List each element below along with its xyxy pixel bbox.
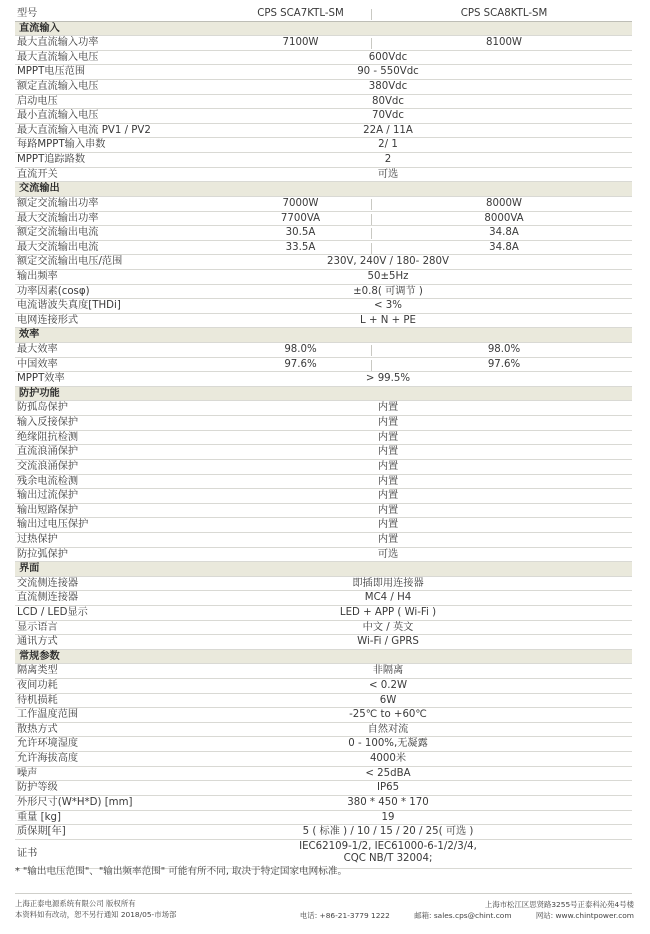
spec-value-8ktl: 8000VA [484, 212, 524, 224]
spec-value-8ktl: 98.0% [487, 344, 521, 356]
spec-label: 最大交流输出电流 [17, 241, 99, 253]
section-title: 直流输入 [19, 22, 60, 34]
spec-value: 2 [384, 154, 392, 166]
spec-row [15, 197, 632, 212]
spec-label: 额定交流输出功率 [17, 197, 99, 209]
spec-row [15, 255, 632, 270]
spec-value: 内置 [377, 446, 399, 458]
spec-label: 中国效率 [17, 358, 58, 370]
spec-row [15, 591, 632, 606]
spec-label: 防孤岛保护 [17, 402, 68, 414]
spec-label: 额定直流输入电压 [17, 81, 99, 93]
spec-label: 散热方式 [17, 723, 58, 735]
spec-label: 质保期[年] [17, 826, 66, 838]
spec-value: 自然对流 [367, 723, 409, 735]
spec-label: 通讯方式 [17, 636, 58, 648]
spec-value: < 0.2W [368, 680, 408, 692]
spec-row [15, 153, 632, 168]
spec-value: 内置 [377, 475, 399, 487]
spec-label: 每路MPPT输入串数 [17, 139, 106, 151]
spec-label: 输出短路保护 [17, 504, 79, 516]
spec-label: 绝缘阻抗检测 [17, 431, 79, 443]
spec-label: 额定交流输出电压/范围 [17, 256, 123, 268]
spec-value: 230V, 240V / 180- 280V [327, 256, 449, 268]
spec-row [15, 548, 632, 563]
spec-rows [15, 22, 632, 869]
spec-value-8ktl: 34.8A [489, 241, 519, 253]
spec-value: 70Vdc [371, 110, 404, 122]
spec-value: MC4 / H4 [364, 592, 412, 604]
spec-label: 防拉弧保护 [17, 548, 68, 560]
spec-value: 2/ 1 [378, 139, 398, 151]
spec-value: 内置 [377, 490, 399, 502]
footer-divider [15, 893, 632, 894]
website-link[interactable]: 网站: www.chintpower.com [535, 910, 634, 920]
spec-label: 输出过流保护 [17, 490, 79, 502]
footer-left [15, 899, 176, 920]
spec-row [15, 811, 632, 826]
spec-value: 可选 [377, 548, 399, 560]
spec-label: 显示语言 [17, 621, 58, 633]
section-title: 交流输出 [19, 183, 60, 195]
spec-value-7ktl: 30.5A [285, 227, 316, 239]
spec-value-8ktl: 97.6% [487, 358, 521, 370]
spec-value-7ktl: 7000W [282, 197, 319, 209]
spec-value: 6W [379, 694, 397, 706]
spec-label: 最大直流输入功率 [17, 37, 99, 49]
spec-value-8ktl: 8100W [486, 37, 522, 49]
spec-value: < 25dBA [365, 767, 411, 779]
section-title: 防护功能 [19, 387, 60, 399]
spec-label: 启动电压 [17, 95, 58, 107]
model-name-8ktl: CPS SCA8KTL-SM [460, 8, 548, 19]
spec-value: 内置 [377, 402, 399, 414]
section-header-row [15, 328, 632, 343]
spec-row [15, 767, 632, 782]
spec-label: MPPT电压范围 [17, 66, 86, 78]
spec-value-7ktl: 98.0% [284, 344, 317, 356]
spec-value: 非隔离 [372, 665, 404, 677]
contact-line [300, 910, 634, 921]
spec-value: LED + APP ( Wi-Fi ) [339, 606, 437, 618]
spec-value: ±0.8( 可调节 ) [353, 285, 423, 297]
spec-label: 允许海拔高度 [17, 753, 79, 765]
spec-row [15, 431, 632, 446]
spec-row [15, 504, 632, 519]
spec-value: 内置 [377, 417, 399, 429]
spec-row [15, 518, 632, 533]
spec-row [15, 694, 632, 709]
spec-value: -25℃ to +60℃ [349, 709, 427, 721]
certificate-line: CQC NB/T 32004; [343, 853, 433, 865]
spec-row [15, 343, 632, 358]
spec-row [15, 51, 632, 66]
spec-value: 0 - 100%,无凝露 [348, 738, 428, 750]
spec-label: 交流浪涌保护 [17, 460, 79, 472]
spec-label: 工作温度范围 [17, 709, 79, 721]
spec-row [15, 138, 632, 153]
spec-value: 90 - 550Vdc [357, 66, 419, 78]
spec-value-7ktl: 7700VA [280, 212, 321, 224]
spec-row [15, 635, 632, 650]
spec-label: 噪声 [17, 767, 38, 779]
address-text: 上海市松江区思贤路3255号正泰科沁苑4号楼 [484, 900, 634, 909]
spec-label: 最大交流输出功率 [17, 212, 99, 224]
spec-row [15, 168, 632, 183]
spec-row [15, 95, 632, 110]
spec-row [15, 460, 632, 475]
section-header-row [15, 562, 632, 577]
spec-table [15, 7, 632, 869]
spec-row [15, 226, 632, 241]
spec-label: 最大直流输入电流 PV1 / PV2 [17, 124, 151, 136]
spec-row [15, 723, 632, 738]
spec-row [15, 577, 632, 592]
spec-label: LCD / LED显示 [17, 606, 88, 618]
spec-value: 80Vdc [371, 95, 404, 107]
spec-value: 内置 [377, 431, 399, 443]
section-header-row [15, 182, 632, 197]
spec-label: 最大效率 [17, 344, 58, 356]
spec-label: 功率因素(cosφ) [17, 285, 90, 297]
spec-label: MPPT追踪路数 [17, 154, 86, 166]
spec-label: 最小直流输入电压 [17, 110, 99, 122]
spec-label: 输入反接保护 [17, 417, 79, 429]
spec-value: 600Vdc [368, 51, 408, 63]
spec-row [15, 825, 632, 840]
spec-row [15, 212, 632, 227]
spec-row [15, 109, 632, 124]
spec-label: 隔离类型 [17, 665, 58, 677]
spec-label: 残余电流检测 [17, 475, 79, 487]
spec-value: 内置 [377, 504, 399, 516]
spec-label: 输出过电压保护 [17, 519, 89, 531]
spec-row [15, 314, 632, 329]
spec-value-7ktl: 97.6% [284, 358, 317, 370]
email-link[interactable]: 邮箱: sales.cps@chint.com [414, 910, 512, 920]
spec-label: 电流谐波失真度[THDi] [17, 300, 121, 312]
spec-row [15, 475, 632, 490]
spec-row [15, 299, 632, 314]
spec-row [15, 241, 632, 256]
table-header-row [15, 7, 632, 22]
spec-row [15, 679, 632, 694]
spec-label: 待机损耗 [17, 694, 58, 706]
spec-row [15, 285, 632, 300]
spec-value: 内置 [377, 460, 399, 472]
spec-label: 过热保护 [17, 533, 58, 545]
spec-label: 重量 [kg] [17, 811, 61, 823]
spec-row [15, 36, 632, 51]
spec-row [15, 445, 632, 460]
spec-label: 额定交流输出电流 [17, 227, 99, 239]
spec-row [15, 708, 632, 723]
spec-row [15, 781, 632, 796]
spec-value: 内置 [377, 533, 399, 545]
section-header-row [15, 387, 632, 402]
spec-label: MPPT效率 [17, 373, 65, 385]
spec-row [15, 752, 632, 767]
section-title: 常规参数 [19, 650, 60, 662]
spec-value-8ktl: 8000W [486, 197, 522, 209]
spec-value: 380Vdc [368, 81, 408, 93]
spec-value: IP65 [376, 782, 400, 794]
spec-label: 最大直流输入电压 [17, 51, 99, 63]
model-label: 型号 [17, 8, 38, 19]
spec-row [15, 124, 632, 139]
spec-value-8ktl: 34.8A [489, 227, 519, 239]
spec-value: 22A / 11A [363, 124, 413, 136]
spec-label: 夜间功耗 [17, 680, 58, 692]
spec-value: 5 ( 标准 ) / 10 / 15 / 20 / 25( 可选 ) [302, 826, 474, 838]
spec-value: > 99.5% [365, 373, 411, 385]
certificate-line: IEC62109-1/2, IEC61000-6-1/2/3/4, [299, 840, 477, 852]
spec-label: 交流侧连接器 [17, 577, 79, 589]
spec-value: L + N + PE [360, 314, 416, 326]
spec-value: 19 [381, 811, 395, 823]
spec-label: 允许环境湿度 [17, 738, 79, 750]
spec-value: 4000米 [369, 753, 407, 765]
spec-value: < 3% [374, 300, 402, 312]
spec-label: 防护等级 [17, 782, 58, 794]
spec-row [15, 664, 632, 679]
spec-row [15, 621, 632, 636]
spec-row [15, 401, 632, 416]
spec-row [15, 358, 632, 373]
footnote: * "输出电压范围"、"输出频率范围" 可能有所不同, 取决于特定国家电网标准。 [15, 866, 348, 877]
copyright-text: 上海正泰电源系统有限公司 版权所有 [15, 899, 136, 908]
spec-row [15, 606, 632, 621]
spec-value-7ktl: 33.5A [285, 241, 316, 253]
spec-value: 即插即用连接器 [352, 577, 424, 589]
spec-label: 电网连接形式 [17, 314, 79, 326]
spec-row [15, 533, 632, 548]
spec-label: 外形尺寸(W*H*D) [mm] [17, 796, 133, 808]
spec-row [15, 372, 632, 387]
spec-label: 直流浪涌保护 [17, 446, 79, 458]
spec-row [15, 80, 632, 95]
section-header-row [15, 22, 632, 37]
spec-label: 直流开关 [17, 168, 58, 180]
section-title: 效率 [19, 329, 40, 341]
spec-label: 输出频率 [17, 270, 58, 282]
notice-text: 本资料如有改动，恕不另行通知 2018/05-市场部 [15, 909, 177, 919]
spec-value: 中文 / 英文 [362, 621, 414, 633]
spec-row [15, 737, 632, 752]
spec-value: 50±5Hz [367, 270, 409, 282]
spec-row [15, 489, 632, 504]
phone-text: 电话: +86-21-3779 1222 [299, 910, 390, 920]
spec-row [15, 270, 632, 285]
spec-label: 直流侧连接器 [17, 592, 79, 604]
model-name-7ktl: CPS SCA7KTL-SM [257, 8, 344, 19]
spec-row [15, 796, 632, 811]
section-header-row [15, 650, 632, 665]
section-title: 界面 [19, 563, 40, 575]
spec-row [15, 65, 632, 80]
spec-label: 证书 [17, 847, 38, 859]
spec-value: 内置 [377, 519, 399, 531]
spec-value: Wi-Fi / GPRS [357, 636, 419, 648]
spec-value: 380 * 450 * 170 [347, 796, 429, 808]
spec-value: 可选 [377, 168, 399, 180]
spec-row [15, 416, 632, 431]
spec-value-7ktl: 7100W [282, 37, 319, 49]
